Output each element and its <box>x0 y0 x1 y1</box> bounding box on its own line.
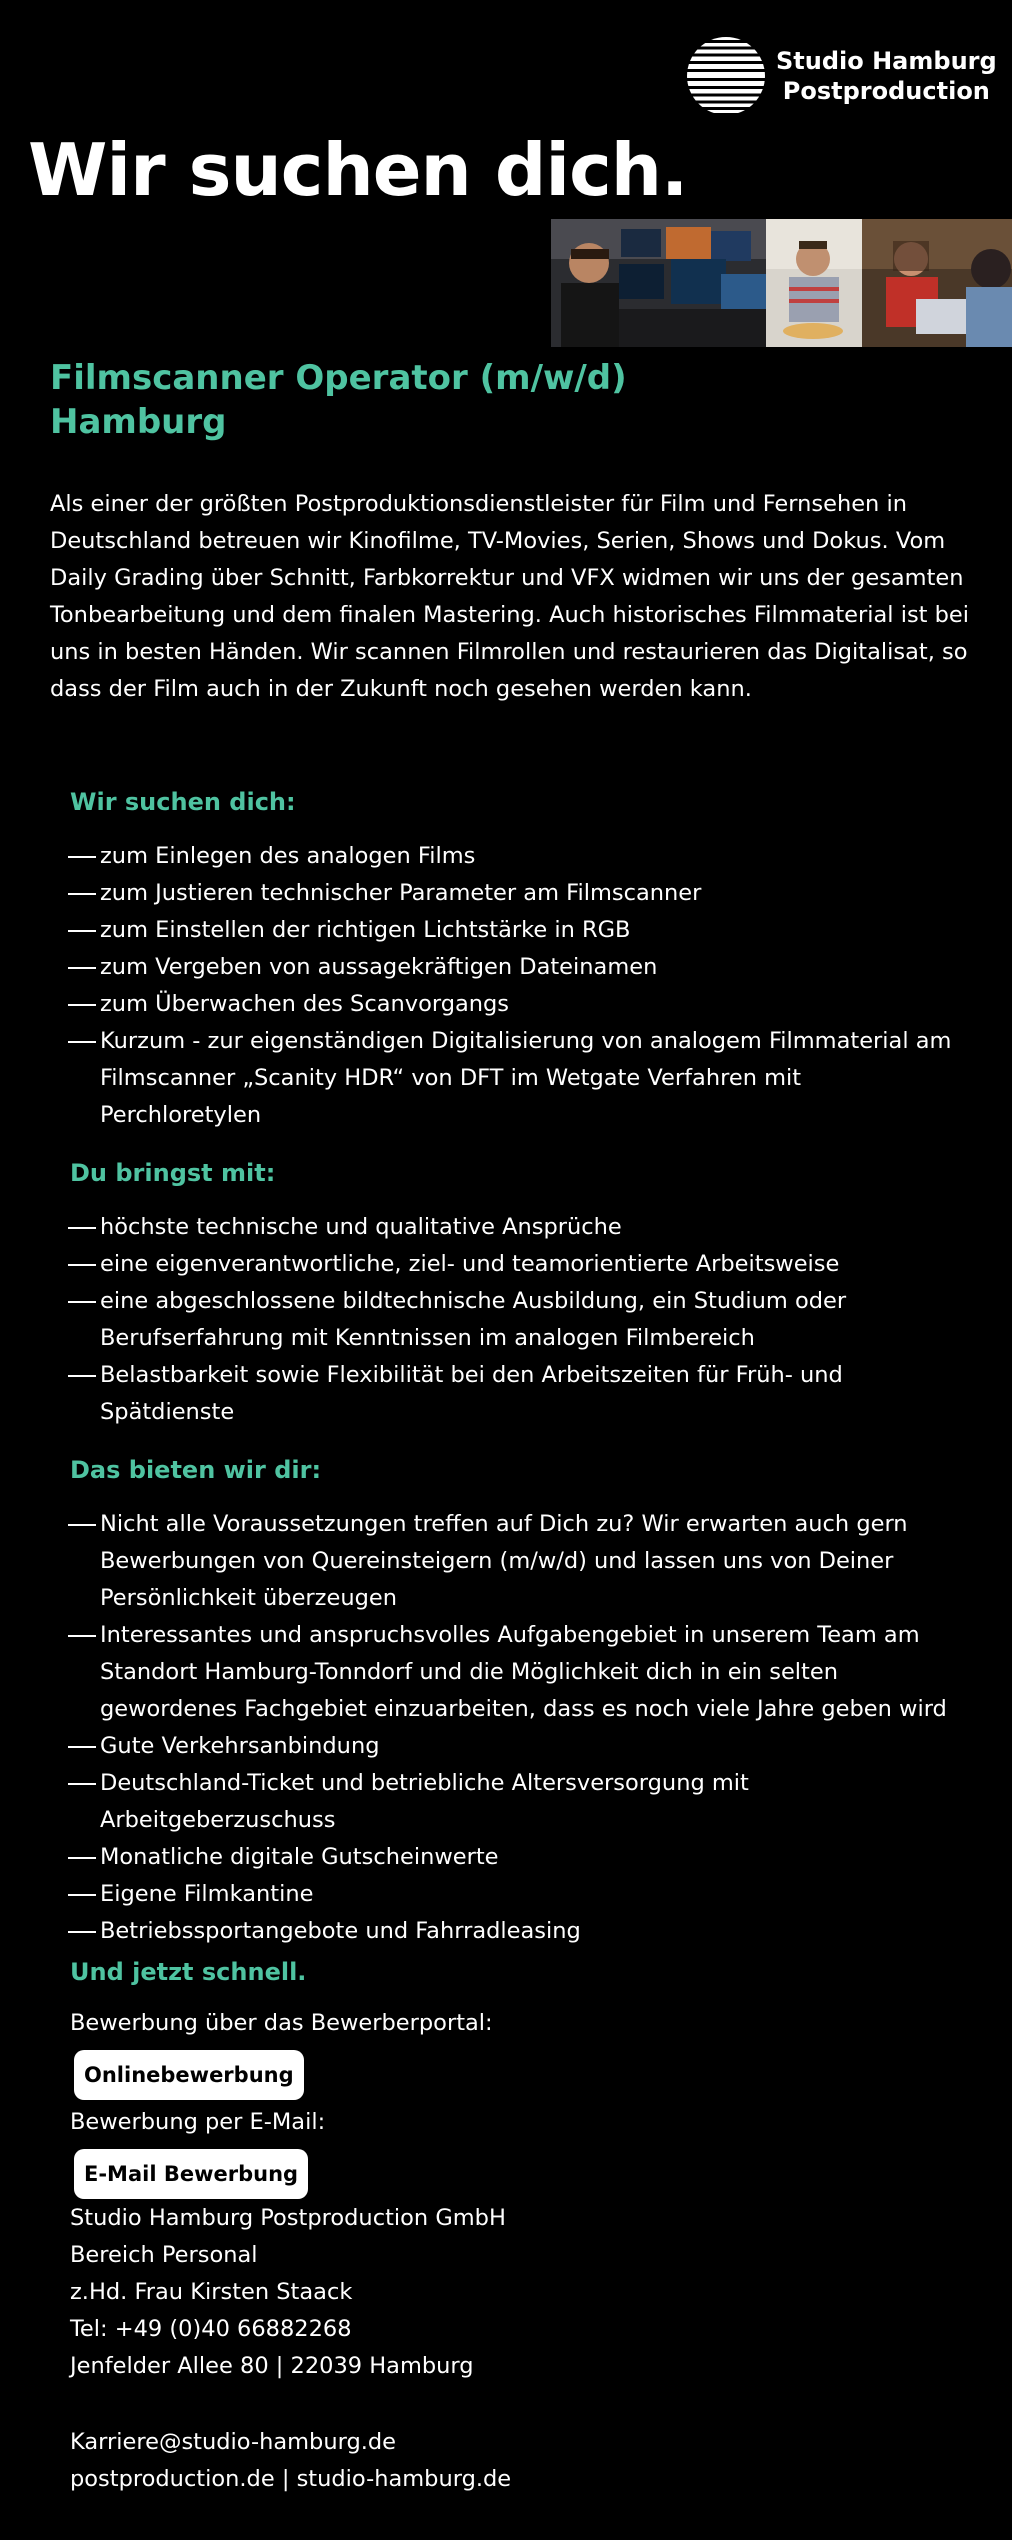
email-application-button[interactable]: E-Mail Bewerbung <box>74 2149 308 2199</box>
list-item: höchste technische und qualitative Ansprüche <box>68 1209 968 1246</box>
website-links[interactable]: postproduction.de | studio-hamburg.de <box>70 2466 512 2492</box>
photo-strip <box>551 219 1012 347</box>
list-item: Belastbarkeit sowie Flexibilität bei den Arbeitszeiten für Früh- und Spätdienste <box>68 1357 968 1431</box>
office-laptop-photo <box>862 219 1012 347</box>
list-item: Betriebssportangebote und Fahrradleasing <box>68 1913 968 1950</box>
list-item: Kurzum - zur eigenständigen Digitalisierung von analogem Filmmaterial am Filmscanner „Scanity HDR“ von DFT im Wetgate Verfahren mit Perchloretylen <box>68 1023 968 1134</box>
list-item: zum Justieren technischer Parameter am Filmscanner <box>68 875 968 912</box>
studio-hamburg-logo-icon <box>686 36 766 116</box>
list-item: eine eigenverantwortliche, ziel- und teamorientierte Arbeitsweise <box>68 1246 968 1283</box>
company-logo <box>686 36 997 116</box>
requirements-title: Du bringst mit: <box>70 1159 276 1187</box>
list-item: Eigene Filmkantine <box>68 1876 968 1913</box>
street-address: Jenfelder Allee 80 | 22039 Hamburg <box>70 2353 474 2379</box>
contact-person: z.Hd. Frau Kirsten Staack <box>70 2279 353 2305</box>
postal-address <box>70 2200 506 2385</box>
tasks-title: Wir suchen dich: <box>70 788 296 816</box>
company-name: Studio Hamburg Postproduction GmbH <box>70 2205 506 2231</box>
logo-line-2: Postproduction <box>782 77 990 105</box>
list-item: Monatliche digitale Gutscheinwerte <box>68 1839 968 1876</box>
list-item: zum Einlegen des analogen Films <box>68 838 968 875</box>
email-link[interactable]: Karriere@studio-hamburg.de <box>70 2429 397 2455</box>
job-title <box>50 356 627 444</box>
logo-line-1: Studio Hamburg <box>776 47 997 75</box>
department: Bereich Personal <box>70 2242 258 2268</box>
email-label: Bewerbung per E-Mail: <box>70 2109 326 2135</box>
tasks-list <box>68 838 968 1134</box>
benefits-list <box>68 1506 968 1950</box>
portal-label: Bewerbung über das Bewerberportal: <box>70 2010 493 2036</box>
intro-paragraph: Als einer der größten Postproduktionsdienstleister für Film und Fernsehen in Deutschland betreuen wir Kinofilme, TV-Movies, Serien, Shows und Dokus. Vom Daily Grading über Schnitt, Farbkorrektur und VFX widmen wir uns der gesamten Tonbearbeitung und dem finalen Mastering. Auch historisches Filmmaterial ist bei uns in besten Händen. Wir scannen Filmrollen und restaurieren das Digitalisat, so dass der Film auch in der Zukunft noch gesehen werden kann. <box>50 491 970 702</box>
requirements-list <box>68 1209 968 1431</box>
online-application-button[interactable]: Onlinebewerbung <box>74 2050 304 2100</box>
list-item: Interessantes und anspruchsvolles Aufgabengebiet in unserem Team am Standort Hamburg-Tonndorf und die Möglichkeit dich in ein selten gewordenes Fachgebiet einzuarbeiten, dass es noch viele Jahre geben wird <box>68 1617 968 1728</box>
contact-links <box>70 2424 511 2498</box>
list-item: Nicht alle Voraussetzungen treffen auf Dich zu? Wir erwarten auch gern Bewerbungen von Quereinsteigern (m/w/d) und lassen uns von Deiner Persönlichkeit überzeugen <box>68 1506 968 1617</box>
headline: Wir suchen dich. <box>28 128 688 212</box>
list-item: eine abgeschlossene bildtechnische Ausbildung, ein Studium oder Berufserfahrung mit Kenntnissen im analogen Filmbereich <box>68 1283 968 1357</box>
phone-number: Tel: +49 (0)40 66882268 <box>70 2316 352 2342</box>
job-location: Hamburg <box>50 402 227 442</box>
job-position: Filmscanner Operator (m/w/d) <box>50 358 627 398</box>
list-item: zum Einstellen der richtigen Lichtstärke in RGB <box>68 912 968 949</box>
team-meal-photo <box>766 219 862 347</box>
benefits-title: Das bieten wir dir: <box>70 1456 322 1484</box>
apply-title: Und jetzt schnell. <box>70 1958 307 1986</box>
list-item: zum Vergeben von aussagekräftigen Dateinamen <box>68 949 968 986</box>
list-item: Gute Verkehrsanbindung <box>68 1728 968 1765</box>
list-item: Deutschland-Ticket und betriebliche Altersversorgung mit Arbeitgeberzuschuss <box>68 1765 968 1839</box>
list-item: zum Überwachen des Scanvorgangs <box>68 986 968 1023</box>
editing-suite-photo <box>551 219 766 347</box>
